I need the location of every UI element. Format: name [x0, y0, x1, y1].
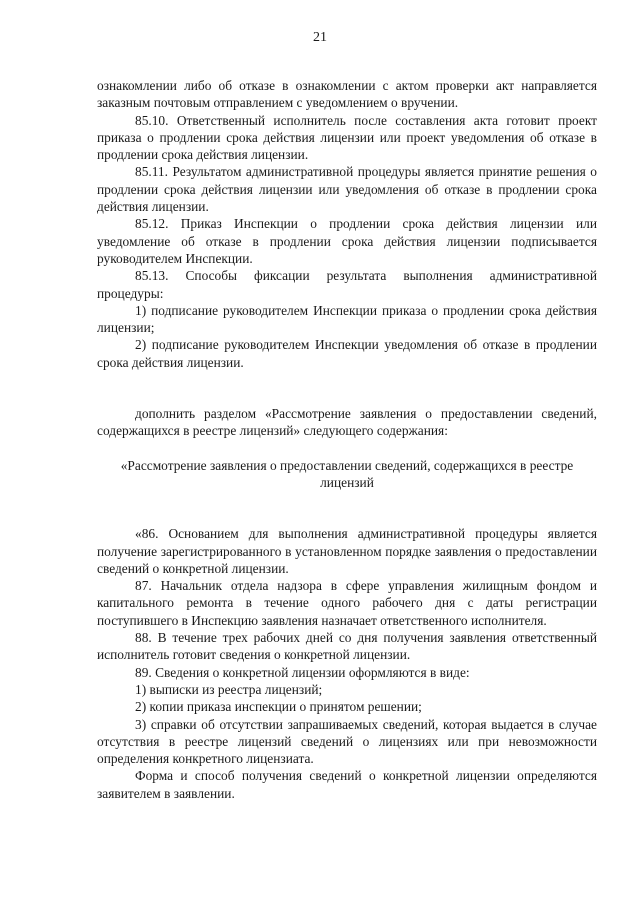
- list-item-2: 2) подписание руководителем Инспекции уведомления об отказе в продлении срока действия лицензии.: [97, 337, 597, 370]
- paragraph-continuation: ознакомлении либо об отказе в ознакомлении с актом проверки акт направляется заказным почтовым отправлением с уведомлением о вручении.: [97, 78, 597, 111]
- section-heading: «Рассмотрение заявления о предоставлении сведений, содержащихся в реестре лицензий: [120, 457, 574, 490]
- amendment-paragraph: дополнить разделом «Рассмотрение заявления о предоставлении сведений, содержащихся в реестре лицензий» следующего содержания:: [97, 406, 597, 439]
- paragraph-85-13: 85.13. Способы фиксации результата выполнения административной процедуры:: [97, 268, 597, 301]
- page-number: 21: [313, 30, 327, 45]
- paragraph-85-10: 85.10. Ответственный исполнитель после составления акта готовит проект приказа о продлении срока действия лицензии или проект уведомления об отказе в продлении срока действия лицензии.: [97, 112, 597, 163]
- list-item-extract: 1) выписки из реестра лицензий;: [135, 681, 323, 697]
- paragraph-87: 87. Начальник отдела надзора в сфере управления жилищным фондом и капитального ремонта в течение одного рабочего дня с даты регистрации поступившего в Инспекцию заявления назначает ответственного исполнителя.: [97, 578, 597, 628]
- list-item-1: 1) подписание руководителем Инспекции приказа о продлении срока действия лицензии;: [97, 302, 597, 336]
- list-item-certificate: 3) справки об отсутствии запрашиваемых сведений, которая выдается в случае отсутствия в реестре лицензий сведений о лицензиях или при невозможности определения конкретного лицензиата.: [97, 716, 597, 767]
- paragraph-85-11: 85.11. Результатом административной процедуры является принятие решения о продлении срока действия лицензии или уведомления об отказе в продлении срока действия лицензии.: [97, 164, 597, 215]
- paragraph-85-12: 85.12. Приказ Инспекции о продлении срока действия лицензии или уведомление об отказе в продлении срока действия лицензии подписывается руководителем Инспекции.: [97, 216, 597, 266]
- list-item-order-copy: 2) копии приказа инспекции о принятом решении;: [135, 699, 422, 715]
- paragraph-88: 88. В течение трех рабочих дней со дня получения заявления ответственный исполнитель готовит сведения о конкретной лицензии.: [97, 630, 597, 663]
- paragraph-86: «86. Основанием для выполнения административной процедуры является получение зарегистрированного в установленном порядке заявления о предоставлении сведений о конкретной лицензии.: [97, 526, 597, 576]
- document-body: [97, 77, 597, 802]
- paragraph-form-method: Форма и способ получения сведений о конкретной лицензии определяются заявителем в заявлении.: [97, 768, 597, 801]
- paragraph-89: 89. Сведения о конкретной лицензии оформляются в виде:: [135, 664, 470, 680]
